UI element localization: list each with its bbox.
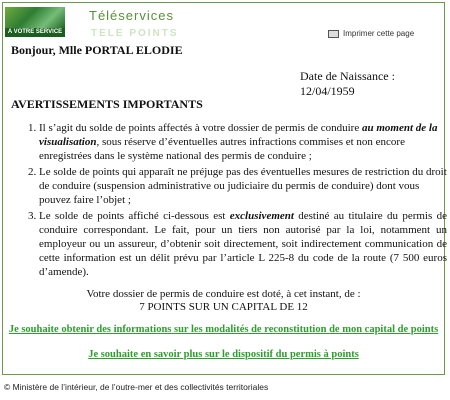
- warnings-list: [21, 121, 447, 281]
- copyright-footer: © Ministère de l’intérieur, de l’outre-mer et des collectivités territoriales: [4, 382, 269, 392]
- page-frame: [2, 2, 445, 375]
- greeting: Bonjour, Mlle PORTAL ELODIE: [11, 43, 183, 57]
- warning-item: 1. Il s’agit du solde de points affectés à votre dossier de permis de conduire au moment de la visualisation, sous réserve d’éventuelles autres infractions commises et non encore enregistrées dans le système national des permis de conduire ;: [39, 121, 447, 163]
- points-intro: Votre dossier de permis de conduire est doté, à cet instant, de :: [86, 288, 361, 300]
- logo-pattern-icon: [5, 7, 65, 29]
- dispositif-info-link[interactable]: Je souhaite en savoir plus sur le dispositif du permis à points: [88, 349, 359, 360]
- print-page-link[interactable]: [328, 29, 414, 38]
- service-subtitle: TELE POINTS: [91, 28, 179, 39]
- service-title: Téléservices: [89, 8, 174, 23]
- header: [3, 3, 444, 41]
- logo-text: A VOTRE SERVICE: [5, 28, 65, 37]
- print-label: Imprimer cette page: [343, 29, 415, 38]
- reconstitution-info-link[interactable]: Je souhaite obtenir des informations sur les modalités de reconstitution de mon capital de points: [8, 324, 439, 335]
- birth-date: Date de Naissance : 12/04/1959: [300, 69, 395, 98]
- printer-icon: [328, 30, 339, 38]
- warning-item: 3. Le solde de points affiché ci-dessous est exclusivement destiné au titulaire du permis de conduire correspondant. Le fait, pour un tiers non autorisé par la loi, notamment un employeur ou un assureur, d’obtenir soit directement, soit indirectement communication de cette information est un délit prévu par l’article L 225-8 du code de la route (7 500 euros d’amende).: [39, 209, 447, 279]
- service-logo: [5, 7, 65, 37]
- points-summary: [3, 288, 444, 314]
- warning-item: 2. Le solde de points qui apparaît ne préjuge pas des éventuelles mesures de restriction du droit de conduire (suspension administrative ou judiciaire du permis de conduire) dont vous pouvez faire l’objet ;: [39, 165, 447, 207]
- warnings-title: AVERTISSEMENTS IMPORTANTS: [11, 97, 203, 111]
- points-value: 7 POINTS SUR UN CAPITAL DE 12: [139, 301, 308, 313]
